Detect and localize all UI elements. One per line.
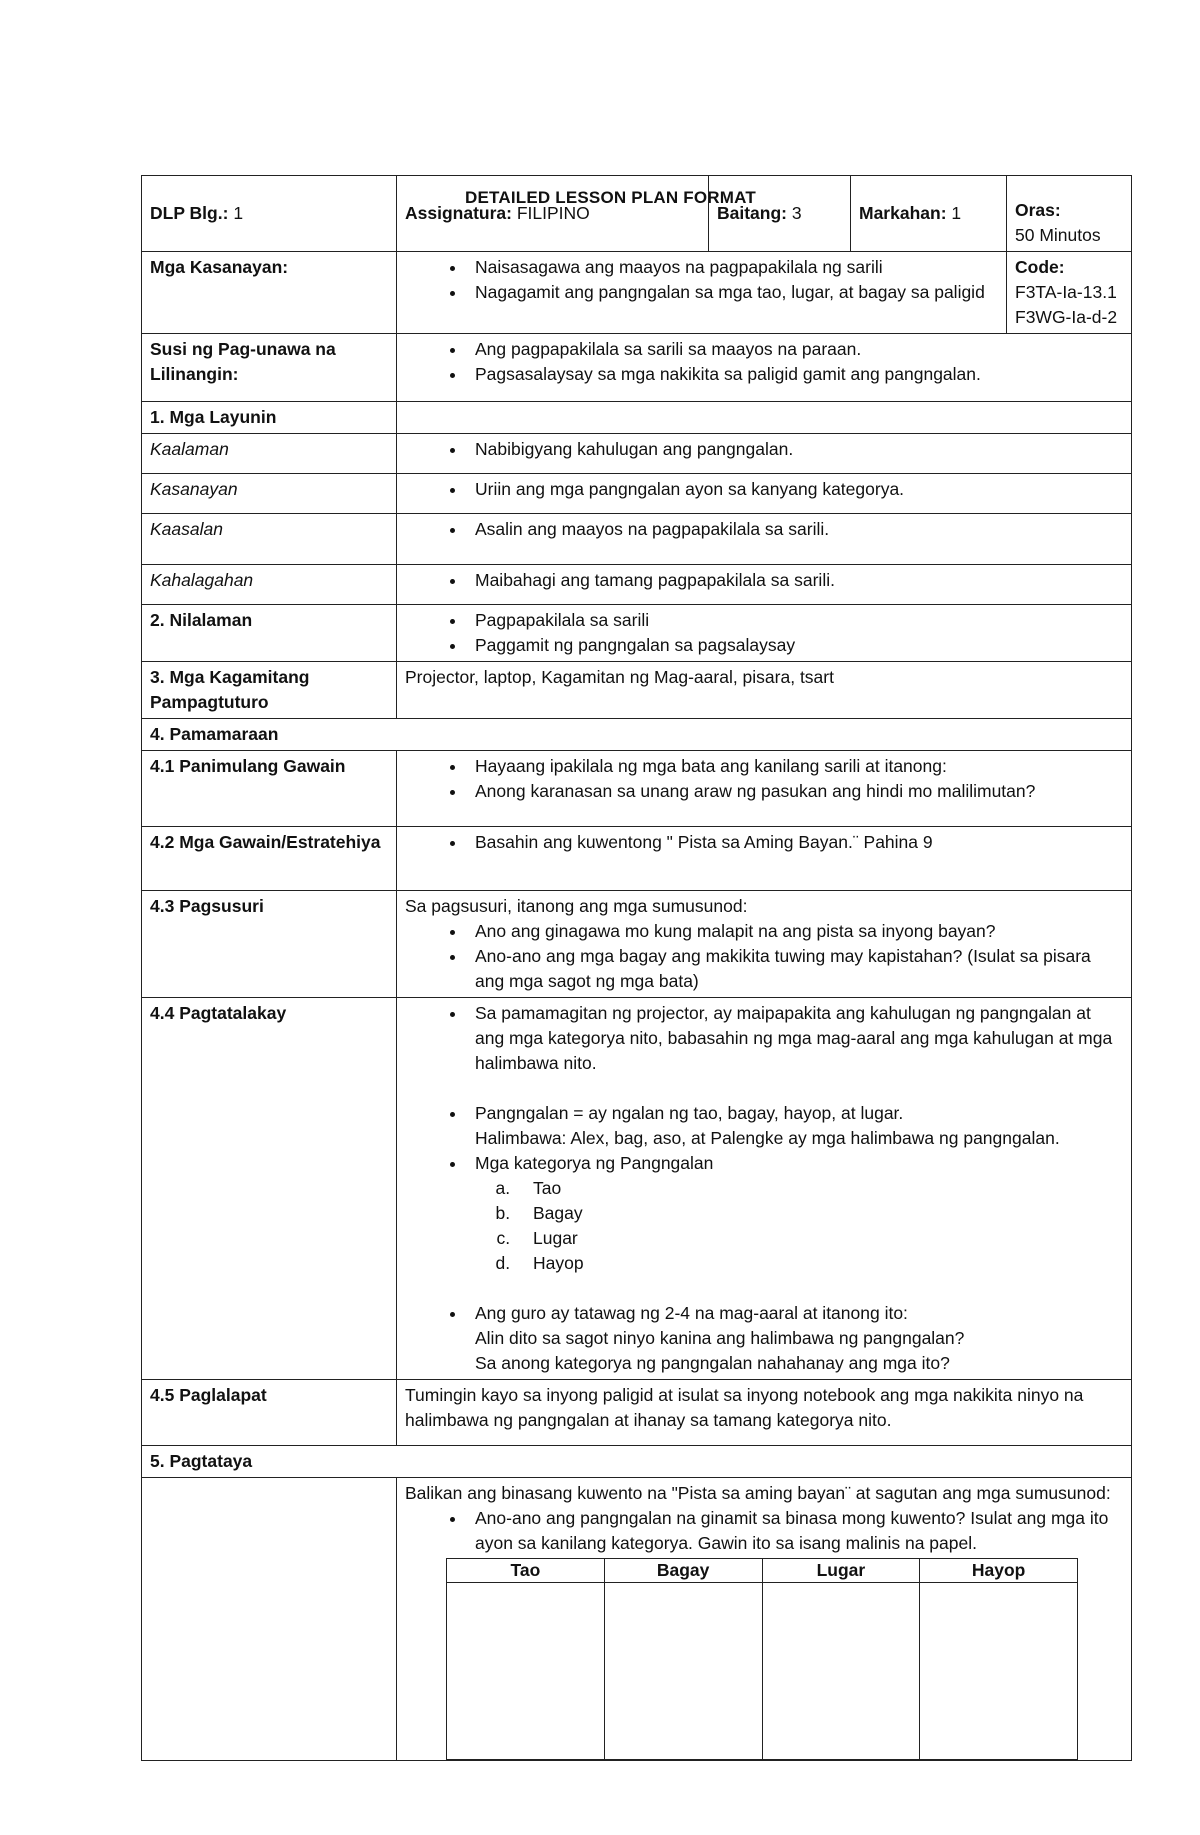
quarter-value: 1 xyxy=(951,203,962,223)
category-list xyxy=(475,1176,1123,1276)
list-item: • Pangngalan = ay ngalan ng tao, bagay, hayop, at lugar. xyxy=(467,1101,1123,1126)
understanding-cell xyxy=(397,334,1132,402)
analysis-intro: Sa pagsusuri, itanong ang mga sumusunod: xyxy=(405,896,748,916)
discussion-example: Halimbawa: Alex, bag, aso, at Palengke ay mga halimbawa ng pangngalan. xyxy=(475,1128,1060,1148)
category-item: c. Lugar xyxy=(515,1226,1123,1251)
skills-objective-label: Kasanayan xyxy=(142,474,397,514)
list-item: • Uriin ang mga pangngalan ayon sa kanyang kategorya. xyxy=(467,477,1123,502)
activities-label: 4.2 Mga Gawain/Estratehiya xyxy=(142,827,397,891)
activities-row xyxy=(142,827,1132,891)
application-text: Tumingin kayo sa inyong paligid at isulat sa inyong notebook ang mga nakikita ninyo na halimbawa ng pangngalan at ihanay sa tamang kategorya nito. xyxy=(397,1380,1132,1446)
list-item: • Paggamit ng pangngalan sa pagsalaysay xyxy=(467,633,1123,658)
subject-label: Assignatura: xyxy=(405,203,512,223)
knowledge-label: Kaalaman xyxy=(142,434,397,474)
procedure-label: 4. Pamamaraan xyxy=(142,719,1132,751)
list-item: • Ano ang ginagawa mo kung malapit na ang pista sa inyong bayan? xyxy=(467,919,1123,944)
list-item: • Pagpapakilala sa sarili xyxy=(467,608,1123,633)
skills-objective-row xyxy=(142,474,1132,514)
answer-cell[interactable] xyxy=(762,1583,920,1760)
list-item: • Ang guro ay tatawag ng 2-4 na mag-aaral at itanong ito: xyxy=(467,1301,1123,1326)
code-value: F3TA-Ia-13.1 xyxy=(1015,282,1117,302)
list-item: • Anong karanasan sa unang araw ng pasukan ang hindi mo malilimutan? xyxy=(467,779,1123,804)
list-item: • Ang pagpapakilala sa sarili sa maayos na paraan. xyxy=(467,337,1123,362)
knowledge-row xyxy=(142,434,1132,474)
list-item: • Ano-ano ang pangngalan na ginamit sa binasa mong kuwento? Isulat ang mga ito ayon sa kanilang kategorya. Gawin ito sa isang malinis na papel. xyxy=(467,1506,1123,1556)
answer-cell[interactable] xyxy=(447,1583,605,1760)
time-value: 50 Minutos xyxy=(1015,225,1101,245)
category-item: b. Bagay xyxy=(515,1201,1123,1226)
category-item: d. Hayop xyxy=(515,1251,1123,1276)
column-header: Tao xyxy=(447,1559,605,1583)
list-item: • Maibahagi ang tamang pagpapakilala sa sarili. xyxy=(467,568,1123,593)
discussion-row xyxy=(142,998,1132,1380)
evaluation-label: 5. Pagtataya xyxy=(142,1446,1132,1478)
skills-cell xyxy=(397,252,1007,334)
values-row xyxy=(142,565,1132,605)
code-label: Code: xyxy=(1015,257,1065,277)
objectives-row xyxy=(142,402,1132,434)
subject-value: FILIPINO xyxy=(516,203,590,223)
list-item: • Ano-ano ang mga bagay ang makikita tuwing may kapistahan? (Isulat sa pisara ang mga sagot ng mga bata) xyxy=(467,944,1123,994)
skills-row xyxy=(142,252,1132,334)
materials-row xyxy=(142,662,1132,719)
content-row xyxy=(142,605,1132,662)
page-title: DETAILED LESSON PLAN FORMAT xyxy=(465,188,756,207)
answer-cell[interactable] xyxy=(604,1583,762,1760)
code-value: F3WG-Ia-d-2 xyxy=(1015,307,1118,327)
grade-value: 3 xyxy=(791,203,802,223)
discussion-question: Sa anong kategorya ng pangngalan nahahanay ang mga ito? xyxy=(475,1353,950,1373)
time-label: Oras: xyxy=(1015,200,1061,220)
dlp-value: 1 xyxy=(233,203,244,223)
answer-row xyxy=(447,1583,1078,1760)
list-item: • Mga kategorya ng Pangngalan a. Tao b. Bagay c. Lugar d. Hayop xyxy=(467,1151,1123,1276)
table-header-row xyxy=(447,1559,1078,1583)
analysis-label: 4.3 Pagsusuri xyxy=(142,891,397,998)
understanding-row xyxy=(142,334,1132,402)
materials-label: 3. Mga Kagamitang Pampagtuturo xyxy=(142,662,397,719)
application-label: 4.5 Paglalapat xyxy=(142,1380,397,1446)
attitude-row xyxy=(142,514,1132,565)
quarter-cell xyxy=(851,176,1007,252)
list-item: • Basahin ang kuwentong " Pista sa Aming Bayan.¨ Pahina 9 xyxy=(467,830,1123,855)
column-header: Hayop xyxy=(920,1559,1078,1583)
objectives-label: 1. Mga Layunin xyxy=(142,402,397,434)
column-header: Bagay xyxy=(604,1559,762,1583)
list-item: • Pagsasalaysay sa mga nakikita sa paligid gamit ang pangngalan. xyxy=(467,362,1123,387)
evaluation-row xyxy=(142,1446,1132,1478)
list-item: • Hayaang ipakilala ng mga bata ang kanilang sarili at itanong: xyxy=(467,754,1123,779)
category-item: a. Tao xyxy=(515,1176,1123,1201)
attitude-label: Kaasalan xyxy=(142,514,397,565)
list-item: • Asalin ang maayos na pagpapakilala sa sarili. xyxy=(467,517,1123,542)
skills-label: Mga Kasanayan: xyxy=(142,252,397,334)
time-cell xyxy=(1007,176,1132,252)
dlp-cell xyxy=(142,176,397,252)
header-row xyxy=(142,176,1132,252)
materials-value: Projector, laptop, Kagamitan ng Mag-aaral, pisara, tsart xyxy=(397,662,1132,719)
quarter-label: Markahan: xyxy=(859,203,947,223)
understanding-label: Susi ng Pag-unawa na Lilinangin: xyxy=(142,334,397,402)
list-item: • Nagagamit ang pangngalan sa mga tao, lugar, at bagay sa paligid xyxy=(467,280,998,305)
category-answer-table xyxy=(446,1558,1078,1760)
code-cell xyxy=(1007,252,1132,334)
grade-cell xyxy=(709,176,851,252)
dlp-label: DLP Blg.: xyxy=(150,203,229,223)
analysis-row xyxy=(142,891,1132,998)
list-item: • Naisasagawa ang maayos na pagpapakilala ng sarili xyxy=(467,255,998,280)
grade-label: Baitang: xyxy=(717,203,787,223)
intro-label: 4.1 Panimulang Gawain xyxy=(142,751,397,827)
intro-row xyxy=(142,751,1132,827)
application-row xyxy=(142,1380,1132,1446)
list-item: • Sa pamamagitan ng projector, ay maipapakita ang kahulugan ng pangngalan at ang mga kategorya nito, babasahin ng mga mag-aaral ang mga kahulugan at mga halimbawa nito. xyxy=(467,1001,1123,1076)
lesson-plan-table xyxy=(141,175,1132,1761)
discussion-question: Alin dito sa sagot ninyo kanina ang halimbawa ng pangngalan? xyxy=(475,1328,965,1348)
column-header: Lugar xyxy=(762,1559,920,1583)
procedure-row xyxy=(142,719,1132,751)
subject-cell xyxy=(397,176,709,252)
content-label: 2. Nilalaman xyxy=(142,605,397,662)
answer-cell[interactable] xyxy=(920,1583,1078,1760)
evaluation-content-row xyxy=(142,1478,1132,1761)
evaluation-intro: Balikan ang binasang kuwento na "Pista sa aming bayan¨ at sagutan ang mga sumusunod: xyxy=(405,1483,1111,1503)
discussion-label: 4.4 Pagtatalakay xyxy=(142,998,397,1380)
list-item: • Nabibigyang kahulugan ang pangngalan. xyxy=(467,437,1123,462)
values-label: Kahalagahan xyxy=(142,565,397,605)
